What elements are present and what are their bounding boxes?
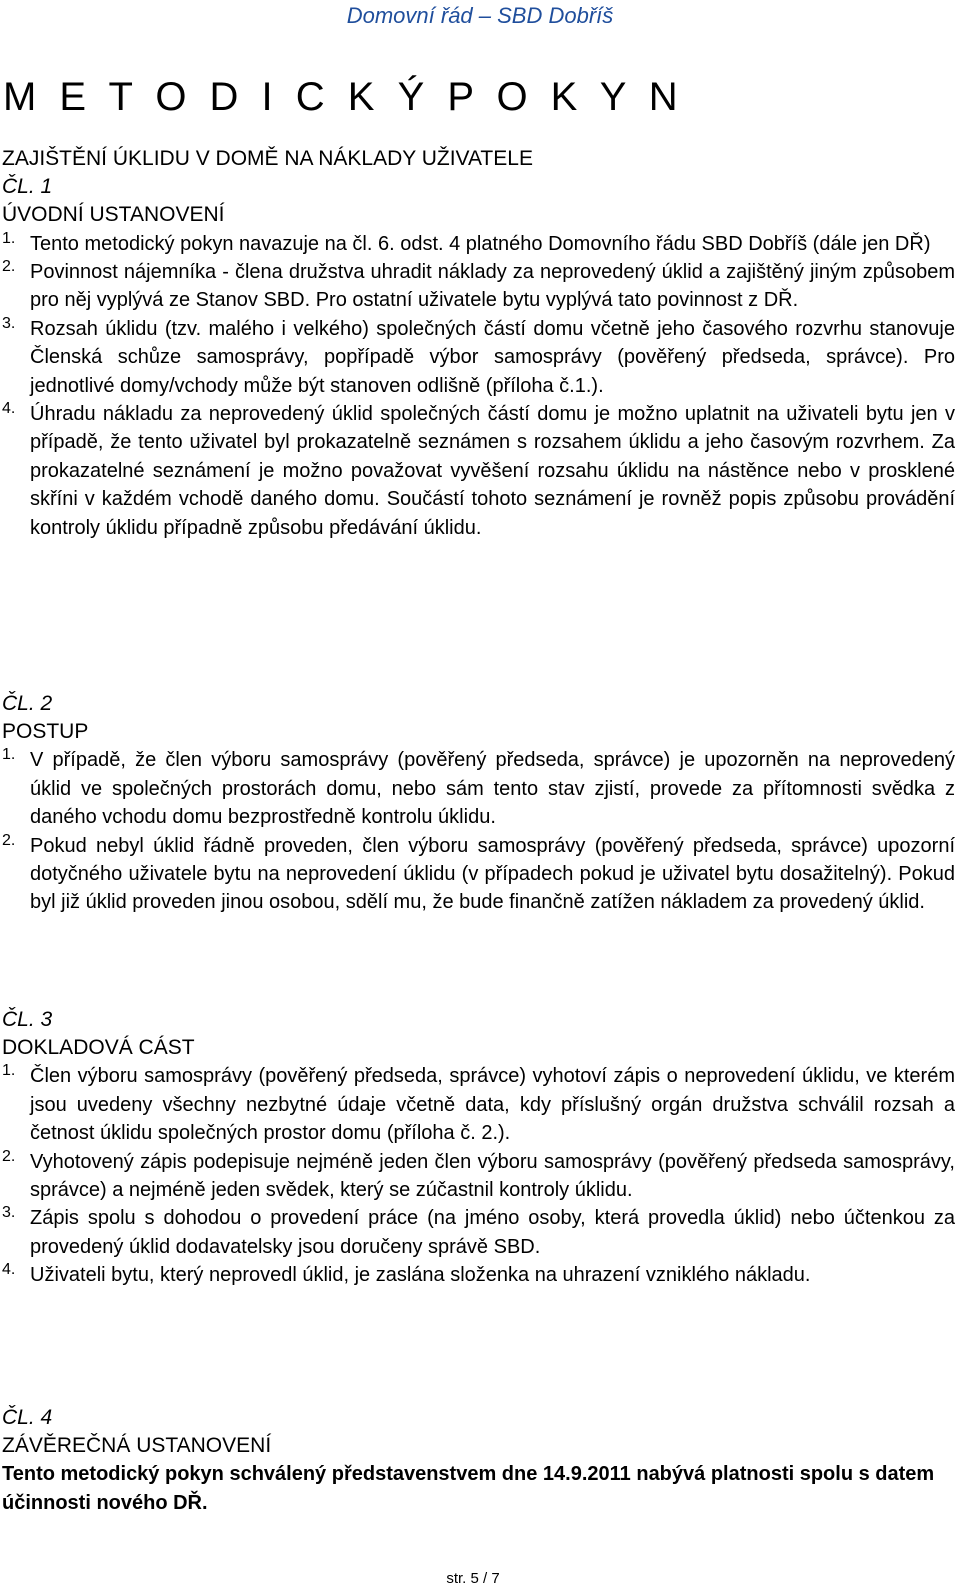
list-item bbox=[2, 258, 955, 315]
item-number: 2. bbox=[2, 258, 16, 276]
item-text: Člen výboru samosprávy (pověřený předseda, správce) vyhotoví zápis o neprovedení úklidu, ve kterém jsou uvedeny všechny nezbytné údaje včetně data, kdy příslušný orgán družstva schválil rozsah a četnost úklidu společných prostor domu (příloha č. 2.). bbox=[30, 1065, 955, 1145]
item-text: V případě, že člen výboru samosprávy (pověřený předseda, správce) je upozorněn na neprovedený úklid ve společných prostorách domu, nebo sám tento stav zjistí, provede za přítomnosti svědka z daného vchodu domu bezprostředně kontrolu úklidu. bbox=[30, 749, 955, 829]
item-number: 4. bbox=[2, 1261, 16, 1279]
list-item bbox=[2, 746, 955, 831]
list-item bbox=[2, 400, 955, 542]
item-text: Povinnost nájemníka - člena družstva uhradit náklady za neprovedený úklid a zajištěný jiným způsobem pro něj vyplývá ze Stanov SBD. Pro ostatní uživatele bytu vyplývá tato povinnost z DŘ. bbox=[30, 261, 955, 312]
list-item bbox=[2, 1148, 955, 1205]
item-text: Rozsah úklidu (tzv. malého i velkého) společných částí domu včetně jeho časového rozvrhu stanovuje Členská schůze samosprávy, popřípadě výbor samosprávy (pověřený předseda, správce). Pro jednotlivé domy/vchody může být stanoven odlišně (příloha č.1.). bbox=[30, 317, 955, 397]
page-number: str. 5 / 7 bbox=[446, 1570, 500, 1587]
document-title: M E T O D I C K Ý P O K Y N bbox=[3, 75, 684, 119]
article-2 bbox=[2, 690, 955, 917]
article-items bbox=[2, 1062, 955, 1289]
article-heading: POSTUP bbox=[2, 720, 89, 744]
article-number: ČL. 4 bbox=[2, 1406, 53, 1429]
item-number: 2. bbox=[2, 831, 16, 849]
article-3 bbox=[2, 1006, 955, 1290]
item-number: 1. bbox=[2, 229, 16, 247]
article-heading: ÚVODNÍ USTANOVENÍ bbox=[2, 203, 225, 227]
list-item bbox=[2, 315, 955, 400]
article-number: ČL. 3 bbox=[2, 1008, 53, 1031]
document-subtitle: ZAJIŠTĚNÍ ÚKLIDU V DOMĚ NA NÁKLADY UŽIVATELE bbox=[2, 147, 533, 170]
article-1 bbox=[2, 145, 955, 542]
article-heading: ZÁVĚREČNÁ USTANOVENÍ bbox=[2, 1434, 272, 1458]
item-number: 3. bbox=[2, 1204, 16, 1222]
list-item bbox=[2, 1261, 955, 1289]
list-item bbox=[2, 832, 955, 917]
item-text: Pokud nebyl úklid řádně proveden, člen výboru samosprávy (pověřený předseda, správce) upozorní dotyčného uživatele bytu na neprovedení úklidu (v případech pokud je uživatel bytu dosažitelný). Pokud byl již úklid proveden jinou osobou, sdělí mu, že bude finančně zatížen nákladem za provedený úklid. bbox=[30, 834, 955, 914]
article-4 bbox=[2, 1404, 955, 1460]
article-items bbox=[2, 746, 955, 916]
article-number: ČL. 2 bbox=[2, 692, 53, 715]
item-text: Uživateli bytu, který neprovedl úklid, je zaslána složenka na uhrazení vzniklého nákladu. bbox=[30, 1264, 811, 1287]
item-number: 4. bbox=[2, 400, 16, 418]
article-heading: DOKLADOVÁ CÁST bbox=[2, 1036, 195, 1060]
item-text: Tento metodický pokyn navazuje na čl. 6. odst. 4 platného Domovního řádu SBD Dobříš (dále jen DŘ) bbox=[30, 232, 931, 255]
list-item bbox=[2, 1062, 955, 1147]
item-number: 1. bbox=[2, 746, 16, 764]
final-statement: Tento metodický pokyn schválený představenstvem dne 14.9.2011 nabývá platnosti spolu s datem účinnosti nového DŘ. bbox=[2, 1463, 935, 1514]
running-header: Domovní řád – SBD Dobříš bbox=[346, 3, 614, 28]
list-item bbox=[2, 230, 955, 258]
item-text: Zápis spolu s dohodou o provedení práce (na jméno osoby, která provedla úklid) nebo účtenkou za provedený úklid dodavatelsky jsou doručeny správě SBD. bbox=[30, 1207, 955, 1258]
article-number: ČL. 1 bbox=[2, 175, 53, 199]
item-number: 2. bbox=[2, 1147, 16, 1165]
list-item bbox=[2, 1204, 955, 1261]
item-text: Vyhotovený zápis podepisuje nejméně jeden člen výboru samosprávy (pověřený předseda samosprávy, správce) a nejméně jeden svědek, který se zúčastnil kontroly úklidu. bbox=[30, 1150, 955, 1202]
article-items bbox=[2, 230, 955, 542]
item-text: Úhradu nákladu za neprovedený úklid společných částí domu je možno uplatnit na uživateli bytu jen v případě, že tento uživatel byl prokazatelně seznámen s rozsahem úklidu a jeho časovým rozvrhem. Za prokazatelné seznámení je možno považovat vyvěšení rozsahu úklidu na nástěnce nebo v prosklené skříni v každém vchodě daného domu. Součástí tohoto seznámení je rovněž popis způsobu provádění kontroly úklidu případně způsobu předávání úklidu. bbox=[30, 403, 955, 539]
item-number: 3. bbox=[2, 314, 16, 332]
item-number: 1. bbox=[2, 1062, 16, 1080]
